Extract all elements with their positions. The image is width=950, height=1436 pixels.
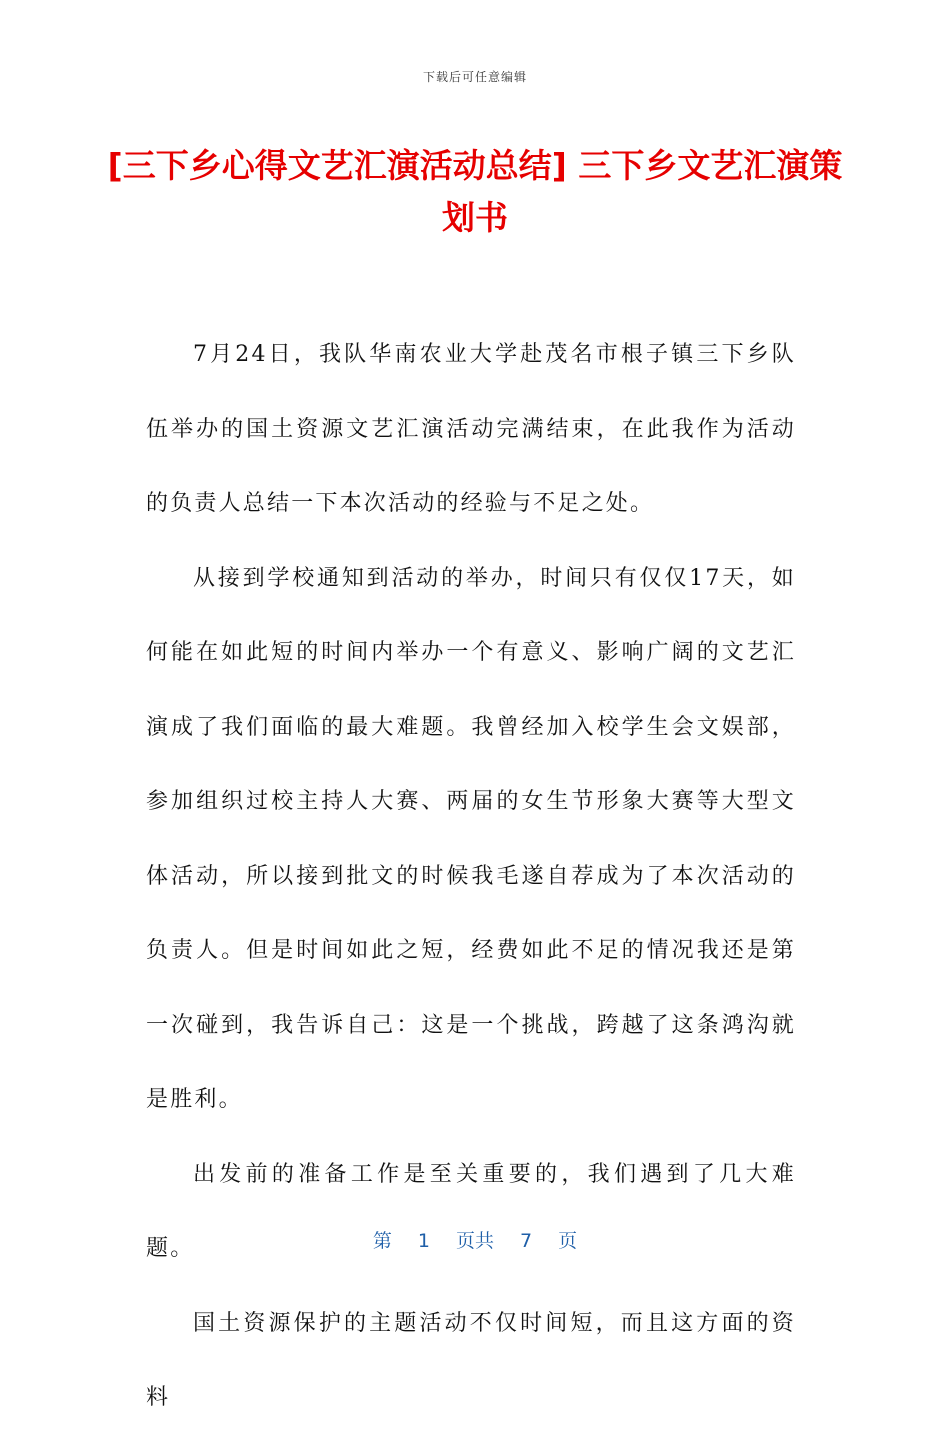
footer-page-middle: 页共 [455,1230,494,1252]
footer-page-prefix: 第 [372,1230,392,1252]
paragraph-1: 7月24日，我队华南农业大学赴茂名市根子镇三下乡队伍举办的国土资源文艺汇演活动完满结束，在此我作为活动的负责人总结一下本次活动的经验与不足之处。 [146,342,796,516]
paragraph-4: 国土资源保护的主题活动不仅时间短，而且这方面的资料 [146,1310,796,1410]
paragraph-3: 出发前的准备工作是至关重要的，我们遇到了几大难题。 [146,1161,796,1261]
document-title: [三下乡心得文艺汇演活动总结] 三下乡文艺汇演策划书 [107,146,843,237]
footer-current-page: 1 [417,1230,430,1252]
document-body [146,318,796,1436]
paragraph-2: 从接到学校通知到活动的举办，时间只有仅仅17天，如何能在如此短的时间内举办一个有意义、影响广阔的文艺汇演成了我们面临的最大难题。我曾经加入校学生会文娱部，参加组织过校主持人大赛、两届的女生节形象大赛等大型文体活动，所以接到批文的时候我毛遂自荐成为了本次活动的负责人。但是时间如此之短，经费如此不足的情况我还是第一次碰到，我告诉自己：这是一个挑战，跨越了这条鸿沟就是胜利。 [146,565,796,1112]
footer-total-pages: 7 [520,1230,533,1252]
header-note: 下载后可任意编辑 [422,70,527,84]
footer-page-suffix: 页 [558,1230,578,1252]
page-footer [0,1226,950,1253]
